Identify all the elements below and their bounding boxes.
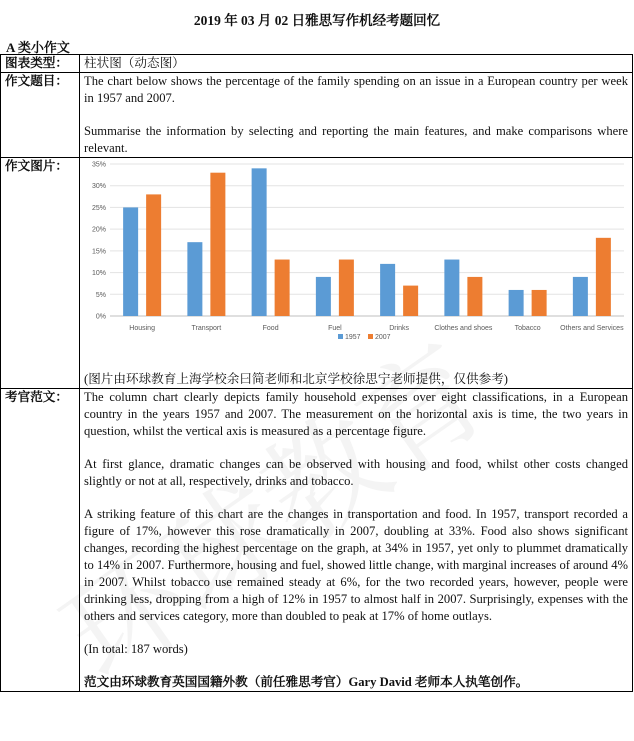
- question-paragraph-2: Summarise the information by selecting and reporting the main features, and make comparisons where relevant.: [84, 124, 628, 155]
- bar-2007: [596, 238, 611, 316]
- x-tick-label: Tobacco: [514, 325, 541, 332]
- image-cell: [80, 158, 633, 389]
- bar-1957: [444, 260, 459, 316]
- chart-type-label: 图表类型：: [1, 55, 80, 73]
- x-tick-label: Drinks: [389, 325, 410, 332]
- x-tick-label: Food: [262, 325, 279, 332]
- question-label: 作文题目：: [1, 73, 80, 158]
- bar-2007: [339, 260, 354, 316]
- essay-cell: [80, 389, 633, 692]
- chart-type-row: [1, 55, 633, 73]
- essay-row: [1, 389, 633, 692]
- question-table: [0, 54, 633, 692]
- essay-label: 考官范文：: [1, 389, 80, 692]
- y-tick-label: 35%: [91, 161, 106, 169]
- bar-2007: [467, 277, 482, 316]
- y-tick-label: 0%: [95, 313, 106, 321]
- legend-label: 1957: [345, 334, 361, 341]
- bar-1957: [380, 264, 395, 316]
- question-row: [1, 73, 633, 158]
- chart-type-value: 柱状图（动态图）: [80, 55, 633, 73]
- x-tick-label: Clothes and shoes: [434, 325, 493, 332]
- image-label: 作文图片：: [1, 158, 80, 389]
- bar-2007: [275, 260, 290, 316]
- question-paragraph-1: The chart below shows the percentage of the family spending on an issue in a European country per week in 1957 and 2007.: [84, 74, 628, 105]
- y-tick-label: 10%: [91, 270, 106, 278]
- chart-container: [84, 158, 628, 371]
- bar-1957: [123, 207, 138, 316]
- bar-1957: [509, 290, 524, 316]
- bar-2007: [146, 194, 161, 316]
- essay-paragraph-3: A striking feature of this chart are the changes in transportation and food. In 1957, transport recorded a figure of 17%, however this rose dramatically in 2007, doubling at 33%. Food also shows significant changes, recording the highest percentage on the graph, at 34% in 1957, yet only to plummet dramatically to 14% in 2007. Furthermore, housing and fuel, showed little change, with marginal increases of around 4% in 2007. Whilst tobacco use remained steady at 6%, for the two recorded years, however, people were drinking less, dropping from a high of 12% in 1957 to almost half in 2007. Surprisingly, expenses with the others and services category, more than doubled to peak at 17% of home outlays.: [84, 507, 628, 623]
- y-tick-label: 5%: [95, 291, 106, 299]
- bar-2007: [403, 286, 418, 316]
- legend-label: 2007: [375, 334, 391, 341]
- image-row: [1, 158, 633, 389]
- bar-1957: [573, 277, 588, 316]
- essay-paragraph-1: The column chart clearly depicts family household expenses over eight classifications, in a European country in the years 1957 and 2007. The measurement on the horizontal axis is time, the two years in question, whilst the vertical axis is measured as a percentage figure.: [84, 390, 628, 438]
- y-tick-label: 15%: [91, 248, 106, 256]
- bar-2007: [532, 290, 547, 316]
- bar-1957: [316, 277, 331, 316]
- essay-word-count: (In total: 187 words): [84, 642, 188, 656]
- essay-author-note: 范文由环球教育英国国籍外教（前任雅思考官）Gary David 老师本人执笔创作。: [84, 675, 529, 689]
- y-tick-label: 25%: [91, 204, 106, 212]
- x-tick-label: Fuel: [328, 325, 342, 332]
- y-tick-label: 30%: [91, 183, 106, 191]
- bar-1957: [187, 242, 202, 316]
- page-title: 2019 年 03 月 02 日雅思写作机经考题回忆: [193, 13, 441, 28]
- section-heading: A 类小作文: [6, 40, 70, 55]
- bar-chart: [84, 158, 632, 368]
- x-tick-label: Others and Services: [560, 325, 624, 332]
- question-cell: [80, 73, 633, 158]
- legend-swatch-2007: [368, 334, 373, 339]
- y-tick-label: 20%: [91, 226, 106, 234]
- essay-paragraph-2: At first glance, dramatic changes can be observed with housing and food, whilst other costs changed slightly or not at all, respectively, drinks and tobacco.: [84, 457, 628, 488]
- x-tick-label: Housing: [129, 325, 155, 332]
- bar-2007: [210, 173, 225, 316]
- bar-1957: [252, 168, 267, 316]
- legend-swatch-1957: [338, 334, 343, 339]
- image-credit: (图片由环球教育上海学校余曰简老师和北京学校徐思宁老师提供，仅供参考): [84, 372, 508, 386]
- x-tick-label: Transport: [191, 325, 222, 332]
